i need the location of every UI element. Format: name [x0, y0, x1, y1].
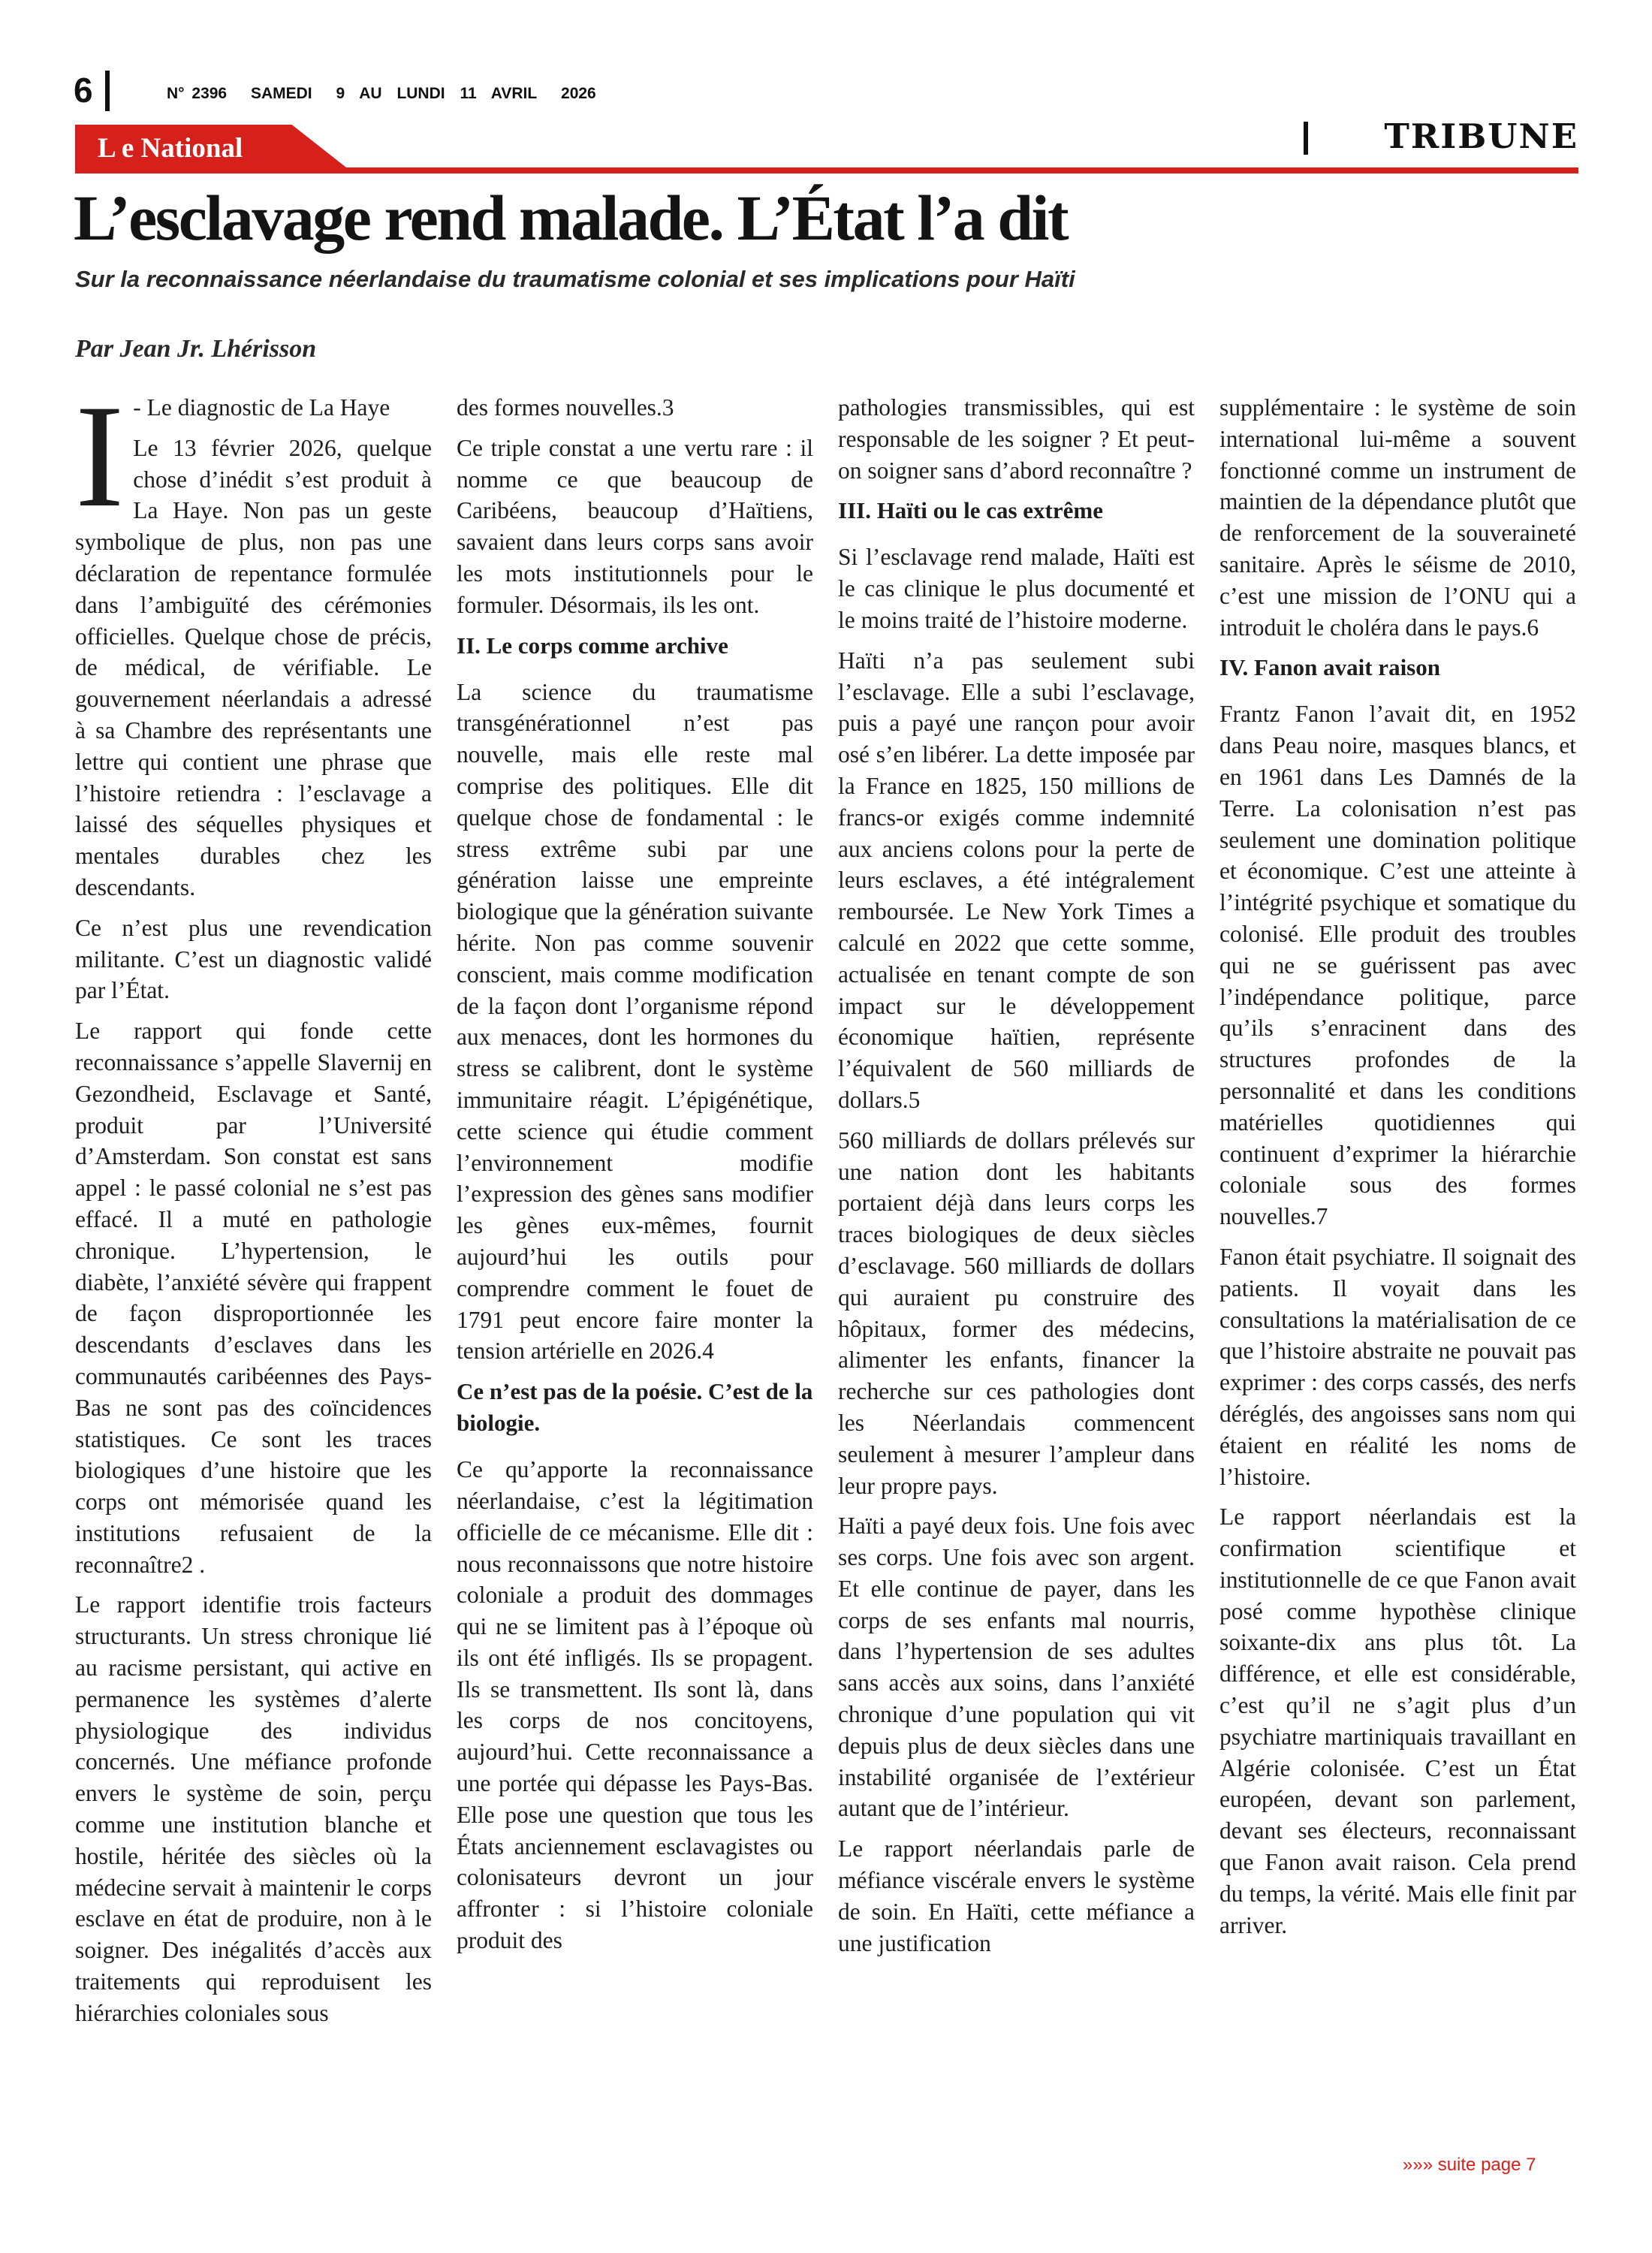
paragraph: supplémentaire : le système de soin international lui-même a souvent fonctionné comme un instrument de maintien de la dépendance plutôt que de renforcement de la souveraineté sanitaire. Après le séisme de 2010, c’est une mission de l’ONU qui a introduit le choléra dans le pays.6: [1219, 394, 1576, 641]
article-headline: L’esclavage rend malade. L’État l’a dit: [74, 182, 1068, 254]
issue-date-line: [167, 84, 613, 104]
section-heading-4: IV. Fanon avait raison: [1219, 654, 1440, 681]
section-heading-3: III. Haïti ou le cas extrême: [838, 497, 1103, 524]
continuation-link[interactable]: »»» suite page 7: [1403, 2155, 1536, 2175]
date-num-end: 11: [460, 85, 477, 102]
paragraph: Le rapport néerlandais est la confirmation scientifique et institutionnelle de ce que Fanon avait posé comme hypothèse clinique soixante-dix ans plus tôt. La différence, et elle est considérable, c’est qu’il ne s’agit plus d’un psychiatre martiniquais travaillant en Algérie colonisée. C’est un État européen, devant son parlement, devant ses électeurs, reconnaissant que Fanon avait raison. Cela prend du temps, la vérité. Mais elle finit par arriver.: [1219, 1504, 1576, 1938]
paragraph: La science du traumatisme transgénérationnel n’est pas nouvelle, mais elle reste mal comprise des politiques. Elle dit quelque chose de fondamental : le stress extrême subi par une génération laisse une empreinte biologique que la génération suivante hérite. Non pas comme souvenir conscient, mais comme modification de la façon dont l’organisme répond aux menaces, dont les hormones du stress se calibrent, dont le système immunitaire réagit. L’épigénétique, cette science qui étudie comment l’environnement modifie l’expression des gènes sans modifier les gènes eux-mêmes, fournit aujourd’hui les outils pour comprendre comment le fouet de 1791 peut encore faire monter la tension artérielle en 2026.4: [457, 678, 813, 1365]
paragraph: Le rapport néerlandais parle de méfiance viscérale envers le système de soin. En Haïti, cette méfiance a une justification: [838, 1835, 1195, 1956]
paragraph: Haïti a payé deux fois. Une fois avec ses corps. Une fois avec son argent. Et elle continue de payer, dans les corps de ses enfants mal nourris, dans l’hypertension de ses adultes sans accès aux soins, dans l’anxiété chronique d’une population qui vit depuis plus de deux siècles dans une instabilité organisée de l’extérieur autant que de l’intérieur.: [838, 1513, 1195, 1822]
section-heading-2: II. Le corps comme archive: [457, 632, 728, 659]
issue-number: N° 2396: [167, 85, 228, 102]
date-au: AU: [359, 85, 382, 102]
article-column-2: [457, 392, 813, 2149]
section-divider: [1304, 122, 1308, 155]
paragraph: pathologies transmissibles, qui est responsable de les soigner ? Et peut-on soigner sans d’abord reconnaître ?: [838, 394, 1195, 484]
drop-cap: I: [75, 392, 125, 538]
paragraph: 560 milliards de dollars prélevés sur une nation dont les habitants portaient déjà dans leurs corps les traces biologiques de deux siècles d’esclavage. 560 milliards de dollars qui auraient pu construire des hôpitaux, former des médecins, alimenter les enfants, financer la recherche sur ces pathologies dont les Néerlandais commencent seulement à mesurer l’ampleur dans leur propre pays.: [838, 1126, 1195, 1499]
paragraph: Ce qu’apporte la reconnaissance néerlandaise, c’est la légitimation officielle de ce mécanisme. Elle dit : nous reconnaissons que notre histoire coloniale a produit des dommages qui ne se limitent pas à l’époque où ils ont été infligés. Ils se propagent. Ils se transmettent. Ils sont là, dans les corps de nos concitoyens, aujourd’hui. Cette reconnaissance a une portée qui dépasse les Pays-Bas. Elle pose une question que tous les États anciennement esclavagistes ou colonisateurs devront un jour affronter : si l’histoire coloniale produit des: [457, 1456, 813, 1954]
paragraph: Si l’esclavage rend malade, Haïti est le cas clinique le plus documenté et le moins traité de l’histoire moderne.: [838, 544, 1195, 633]
section-title: TRIBUNE: [1384, 116, 1578, 156]
header-red-rule: [75, 167, 1578, 173]
article-subtitle: Sur la reconnaissance néerlandaise du traumatisme colonial et ses implications pour Haïti: [75, 266, 1075, 292]
date-num-start: 9: [336, 85, 345, 102]
article-column-4: [1219, 392, 1576, 2149]
paragraph: Haïti n’a pas seulement subi l’esclavage. Elle a subi l’esclavage, puis a payé une rançon pour avoir osé s’en libérer. La dette imposée par la France en 1825, 150 millions de francs-or exigés comme indemnité aux anciens colons pour la perte de leurs esclaves, a été intégralement remboursée. Le New York Times a calculé en 2022 que cette somme, actualisée en tenant compte de son impact sur le développement économique haïtien, représente l’équivalent de 560 milliards de dollars.5: [838, 647, 1195, 1113]
paragraph: Frantz Fanon l’avait dit, en 1952 dans Peau noire, masques blancs, et en 1961 dans Les Damnés de la Terre. La colonisation n’est pas seulement une domination politique et économique. C’est une atteinte à l’intégrité psychique et somatique du colonisé. Elle produit des troubles qui ne se guérissent pas avec l’indépendance politique, parce qu’ils s’enracinent dans des structures profondes de la personnalité et dans les conditions matérielles quotidiennes qui continuent d’exprimer la hiérarchie coloniale sous des formes nouvelles.7: [1219, 701, 1576, 1230]
date-day-end: LUNDI: [396, 85, 445, 102]
article-byline: Par Jean Jr. Lhérisson: [75, 335, 317, 363]
date-year: 2026: [561, 85, 596, 102]
paragraph: Fanon était psychiatre. Il soignait des patients. Il voyait dans les consultations la matérialisation de ce que l’histoire abstraite ne pouvait pas exprimer : des corps cassés, des nerfs déréglés, des angoisses sans nom qui étaient en réalité les noms de l’histoire.: [1219, 1243, 1576, 1490]
article-column-1: [75, 392, 432, 2149]
paragraph: Ce n’est plus une revendication militante. C’est un diagnostic validé par l’État.: [75, 914, 432, 1004]
date-month: AVRIL: [490, 85, 538, 102]
paragraph: Le rapport identifie trois facteurs structurants. Un stress chronique lié au racisme persistant, qui active en permanence les systèmes d’alerte physiologique des individus concernés. Une méfiance profonde envers le système de soin, perçu comme une institution blanche et hostile, héritée des siècles où la médecine servait à maintenir le corps esclave en état de produire, non à le soigner. Des inégalités d’accès aux traitements qui reproduisent les hiérarchies coloniales sous: [75, 1591, 432, 2026]
paragraph: Le rapport qui fonde cette reconnaissance s’appelle Slavernij en Gezondheid, Esclavage et Santé, produit par l’Université d’Amsterdam. Son constat est sans appel : le passé colonial ne s’est pas effacé. Il a muté en pathologie chronique. L’hypertension, le diabète, l’anxiété sévère qui frappent de façon disproportionnée les descendants d’esclaves dans les communautés caribéennes des Pays-Bas ne sont pas des coïncidences statistiques. Ce sont les traces biologiques d’une histoire que les corps ont mémorisée quand les institutions refusaient de la reconnaître2 .: [75, 1018, 432, 1578]
paragraph: Ce triple constat a une vertu rare : il nomme ce que beaucoup de Caribéens, beaucoup d’Haïtiens, savaient dans leurs corps sans avoir les mots institutionnels pour le formuler. Désormais, ils les ont.: [457, 434, 813, 618]
date-day-start: SAMEDI: [250, 85, 312, 102]
subheading-biology: Ce n’est pas de la poésie. C’est de la biologie.: [457, 1378, 813, 1437]
article-column-3: [838, 392, 1195, 2149]
section-heading-1: - Le diagnostic de La Haye: [133, 394, 390, 421]
paragraph: des formes nouvelles.3: [457, 394, 674, 421]
paragraph: Le 13 février 2026, quelque chose d’inédit s’est produit à La Haye. Non pas un geste symbolique de plus, non pas une déclaration de repentance formulée dans l’ambiguïté des cérémonies officielles. Quelque chose de précis, de médical, de vérifiable. Le gouvernement néerlandais a adressé à sa Chambre des représentants une lettre qui contient une phrase que l’histoire retiendra : l’esclavage a laissé des séquelles physiques et mentales durables chez les descendants.: [75, 434, 432, 900]
page-number: 6: [74, 71, 93, 110]
page-number-divider: [105, 71, 110, 111]
publication-name: L e National: [98, 133, 243, 164]
